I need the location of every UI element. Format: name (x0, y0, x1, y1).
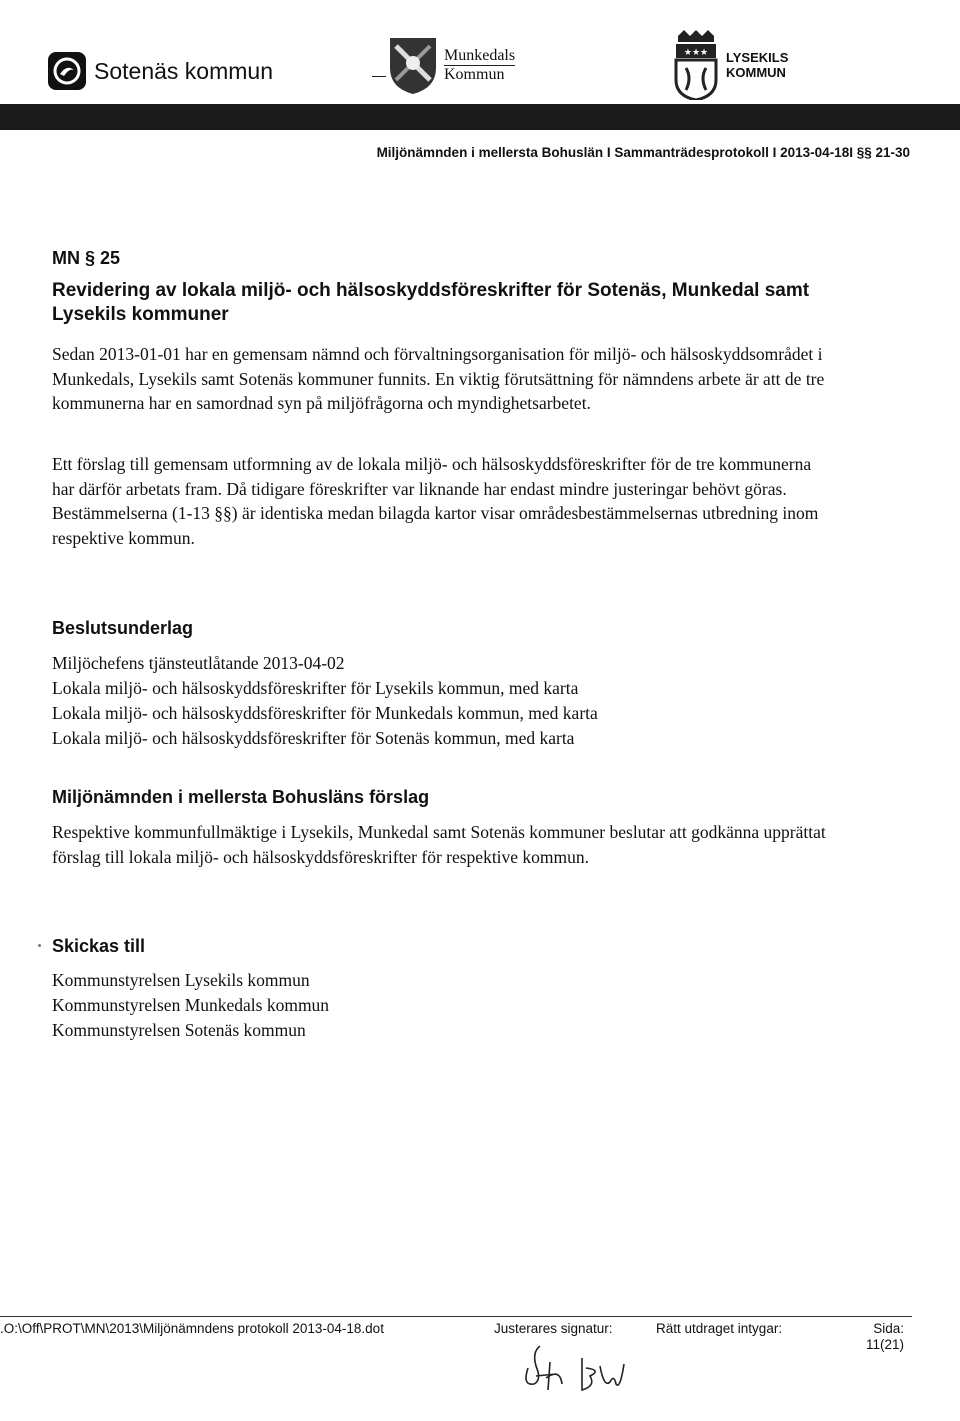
footer-rule (0, 1316, 912, 1317)
lysekil-line2: KOMMUN (726, 65, 786, 80)
beslutsunderlag-list (52, 651, 598, 751)
list-item: Lokala miljö- och hälsoskyddsföreskrifter för Munkedals kommun, med karta (52, 703, 598, 723)
munkedal-text (444, 47, 515, 83)
section-title: Revidering av lokala miljö- och hälsoskyddsföreskrifter för Sotenäs, Munkedal samt Lysekils kommuner (52, 280, 810, 325)
footer-sida-label: Sida: (873, 1321, 904, 1336)
scan-dot (38, 944, 41, 947)
lysekil-text (726, 50, 788, 80)
list-item: Miljöchefens tjänsteutlåtande 2013-04-02 (52, 653, 345, 673)
list-item: Lokala miljö- och hälsoskyddsföreskrifter för Sotenäs kommun, med karta (52, 728, 575, 748)
munkedal-emblem-icon (386, 34, 440, 96)
lysekil-logo (672, 30, 788, 100)
list-item: Kommunstyrelsen Sotenäs kommun (52, 1020, 306, 1040)
sotenas-name: Sotenäs kommun (94, 57, 273, 84)
footer-ratt-utdraget: Rätt utdraget intygar: (656, 1321, 783, 1336)
sotenas-emblem-icon (48, 52, 86, 90)
munkedal-rule (372, 76, 386, 77)
skickas-heading: Skickas till (52, 936, 146, 956)
list-item: Kommunstyrelsen Lysekils kommun (52, 970, 310, 990)
footer-sida-value: 11(21) (865, 1337, 904, 1352)
footer-justerares: Justerares signatur: (494, 1321, 613, 1336)
svg-text:★★★: ★★★ (683, 48, 709, 58)
footer-page (840, 1321, 904, 1353)
beslutsunderlag-heading: Beslutsunderlag (52, 618, 194, 638)
forslag-text: Respektive kommunfullmäktige i Lysekils, Munkedal samt Sotenäs kommuner beslutar att godkänna upprättat förslag till lokala miljö- och hälsoskyddsföreskrifter för respektive kommun. (52, 822, 826, 867)
list-item: Kommunstyrelsen Munkedals kommun (52, 995, 330, 1015)
sotenas-logo (48, 52, 273, 90)
paragraph-1: Sedan 2013-01-01 har en gemensam nämnd och förvaltningsorganisation för miljö- och hälsoskyddsområdet i Munkedals, Lysekils samt Sotenäs kommuner funnits. En viktig förutsättning för nämndens arbete är att de tre kommunerna har en samordnad syn på miljöfrågorna och myndighetsarbetet. (52, 344, 825, 413)
header-bar (0, 104, 960, 130)
header-protocol-line: Miljönämnden i mellersta Bohuslän I Sammanträdesprotokoll I 2013-04-18I §§ 21-30 (376, 145, 910, 160)
skickas-list (52, 968, 329, 1043)
lysekil-crest-icon (672, 30, 720, 100)
section-number: MN § 25 (52, 248, 121, 268)
lysekil-line1: LYSEKILS (726, 50, 789, 65)
forslag-heading: Miljönämnden i mellersta Bohusläns förslag (52, 787, 430, 807)
munkedal-line1: Munkedals (444, 47, 516, 64)
paragraph-2: Ett förslag till gemensam utformning av de lokala miljö- och hälsoskyddsföreskrifter för de tre kommunerna har därför arbetats fram. Då tidigare föreskrifter var liknande har endast mindre justeringar behövt göras. Bestämmelserna (1-13 §§) är identiska medan bilagda kartor visar områdesbestämmelsernas utbredning inom respektive kommun. (52, 454, 819, 548)
handwritten-signature (516, 1338, 646, 1398)
munkedal-logo (372, 34, 515, 96)
munkedal-line2: Kommun (444, 66, 505, 83)
footer-path: .O:\Off\PROT\MN\2013\Miljönämndens protokoll 2013-04-18.dot (0, 1321, 384, 1336)
list-item: Lokala miljö- och hälsoskyddsföreskrifter för Lysekils kommun, med karta (52, 678, 579, 698)
